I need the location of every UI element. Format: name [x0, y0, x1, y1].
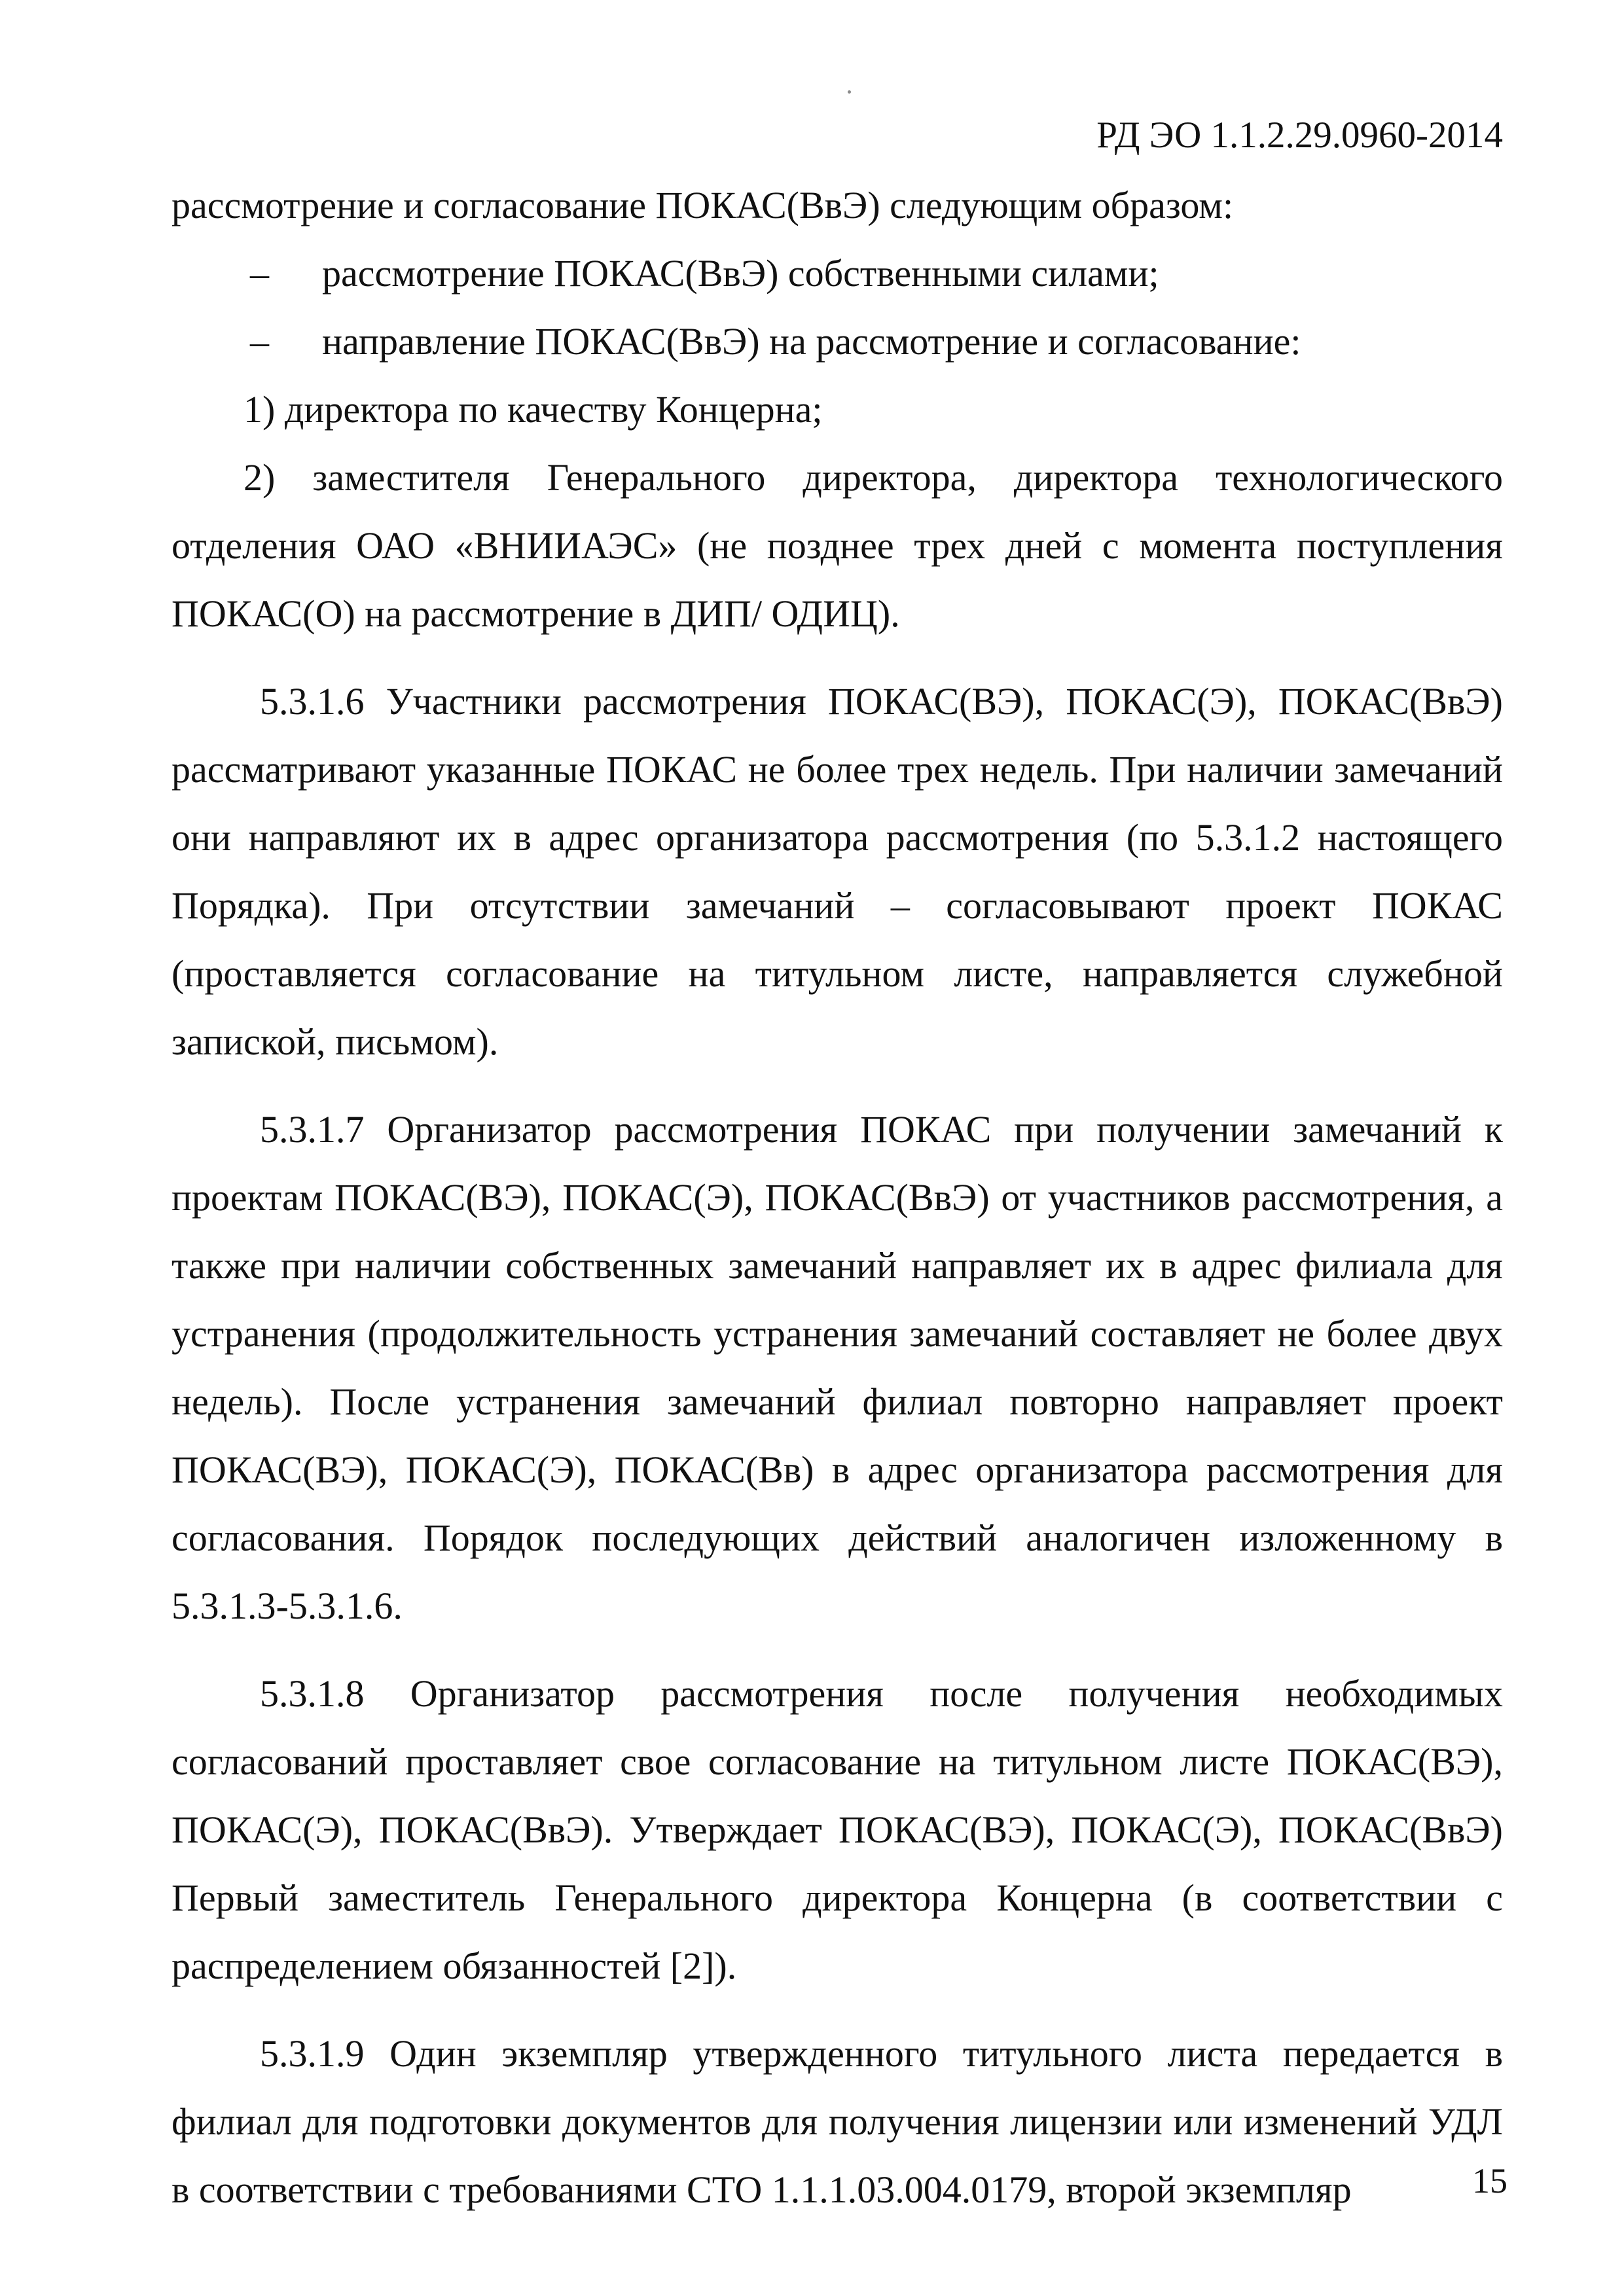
paragraph-5-3-1-8: 5.3.1.8 Организатор рассмотрения после получения необходимых согласований проставляет свое согласование на титульном листе ПОКАС(ВЭ), ПОКАС(Э), ПОКАС(ВвЭ). Утверждает ПОКАС(ВЭ), ПОКАС(Э), ПОКАС(ВвЭ) Первый заместитель Генерального директора Концерна (в соответствии с распределением обязанностей [2]).	[171, 1672, 1503, 1987]
numbered-item: 2) заместителя Генерального директора, директора технологического отделения ОАО «ВНИИАЭС» (не позднее трех дней с момента поступления ПОКАС(О) на рассмотрение в ДИП/ ОДИЦ).	[171, 456, 1503, 635]
paragraph-5-3-1-9: 5.3.1.9 Один экземпляр утвержденного титульного листа передается в филиал для подготовки документов для получения лицензии или изменений УДЛ в соответствии с требованиями СТО 1.1.1.03.004.0179, второй экземпляр	[171, 2032, 1503, 2211]
dash-marker: –	[250, 320, 269, 363]
document-body	[171, 171, 1503, 2224]
dash-item-text: направление ПОКАС(ВвЭ) на рассмотрение и согласование:	[322, 320, 1301, 363]
lead-paragraph: рассмотрение и согласование ПОКАС(ВвЭ) следующим образом:	[171, 184, 1234, 226]
page-number: 15	[1472, 2161, 1507, 2200]
paragraph-5-3-1-6: 5.3.1.6 Участники рассмотрения ПОКАС(ВЭ), ПОКАС(Э), ПОКАС(ВвЭ) рассматривают указанные ПОКАС не более трех недель. При наличии замечаний они направляют их в адрес организатора рассмотрения (по 5.3.1.2 настоящего Порядка). При отсутствии замечаний – согласовывают проект ПОКАС (проставляется согласование на титульном листе, направляется служебной запиской, письмом).	[171, 680, 1503, 1063]
dash-marker: –	[250, 252, 269, 295]
numbered-item: 1) директора по качеству Концерна;	[244, 388, 823, 431]
paragraph-5-3-1-7: 5.3.1.7 Организатор рассмотрения ПОКАС при получении замечаний к проектам ПОКАС(ВЭ), ПОКАС(Э), ПОКАС(ВвЭ) от участников рассмотрения, а также при наличии собственных замечаний направляет их в адрес филиала для устранения (продолжительность устранения замечаний составляет не более двух недель). После устранения замечаний филиал повторно направляет проект ПОКАС(ВЭ), ПОКАС(Э), ПОКАС(Вв) в адрес организатора рассмотрения для согласования. Порядок последующих действий аналогичен изложенному в 5.3.1.3-5.3.1.6.	[171, 1108, 1503, 1627]
scan-speck	[848, 90, 851, 94]
dash-item-text: рассмотрение ПОКАС(ВвЭ) собственными силами;	[322, 252, 1159, 295]
dash-list-item	[171, 308, 1503, 376]
dash-list-item	[171, 240, 1503, 308]
document-code: РД ЭО 1.1.2.29.0960-2014	[1096, 115, 1503, 156]
